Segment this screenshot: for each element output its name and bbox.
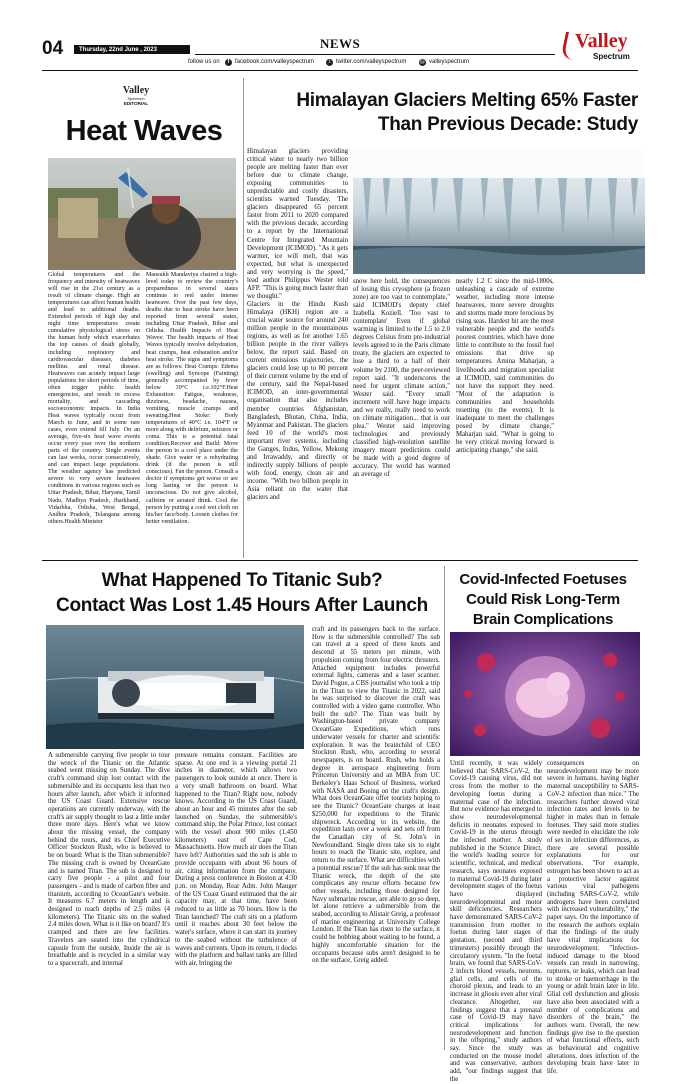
titanic-col3-text: craft and its passengers back to the surface. How is the submersible controlled? The sub can travel at a speed of three knots and descend at 55 meters per minute, with propulsion coming from four electric thrusters. Attached equipment includes powerful external lights, cameras and a laser scanner. David Pogue, a CBS journalist who took a trip in the Titan to view the Titanic in 2022, said he was surprised to discover the craft was controlled with a video game controller. Who built the sub? The Titan was built by Washington-based private company OceanGate Expeditions, which runs underwater vessels for charter and scientific exploration. It was the brainchild of CEO Stockton Rush, who, according to several newspapers, is on board. Rush, who holds a degree in aerospace engineering from Princeton University and an MBA from UC Berkeley's Haas School of Business, worked with NASA and Boeing on the craft's design. What does OceanGate offer tourists hoping to see the Titanic? OceanGate charges at least $250,000 for expeditions to the Titanic shipwreck. According to its website, the expedition lasts over a week and sets off from the Canadian city of St. John's in Newfoundland. Single dives take six to eight hours to reach the Titanic site, explore, and return to the surface. What are difficulties with a potential rescue? If the sub has sunk near the Titanic wreck, the depth of the site complicates any rescue efforts because few other vessels, including those designed for Navy submarine rescue, are able to go so deep, let alone retrieve a submersible from the seabed, according to Alistair Greig, a professor of marine engineering at University College London. If the Titan has risen to the surface, it could be bobbing about waiting to be found, a highly uncomfortable situation for the occupants because subs aren't designed to be on the surface, Greig added. <box>312 626 440 965</box>
date-text: Thursday, 22nd June , 2023 <box>79 46 157 53</box>
covid-photo <box>450 632 640 756</box>
titanic-photo <box>46 625 304 749</box>
email-icon: @ <box>420 59 425 65</box>
editorial-logo-word: Valley <box>122 85 150 96</box>
titanic-headline-2: Contact Was Lost 1.45 Hours After Launch <box>56 595 428 616</box>
covid-col1-text: Until recently, it was widely believed that SARS-CoV-2, the Covid-19 causing virus, did not cross from the mother to the developing foetus during a maternal case of the infection. But now evidence has emerged to show neurodevelopmental deficits in neonates exposed to Covid-19 in the uterus through the infected mother. A study published in the Science Direct, the world's leading source for scientific, technical, and medical research, says neonates exposed to maternal Covid-19 during later development stages of the foetus have displayed neurodevelopmental and motor skill deficiencies. Researchers have demonstrated SARS-CoV-2 transmission from mother to foetus during later stages of gestation, (second and third trimesters) possibly through the circulatory system. "In the foetal brain, we found that SARS-CoV-2 infects blood vessels, neurons, glial cells, and cells of the choroid plexus, and leads to an increase in gliosis even after viral clearance. Altogether, our findings suggest that a prenatal case of Covid-19 may have critical implications for neurodevelopment and function in the offspring," study authors say. Since the study was conducted on the mouse model and was conservative, authors add, "our findings suggest that the <box>450 760 542 1083</box>
covid-col2-text: consequences on neurodevelopment may be more severe in humans, having higher maternal susceptibility to SARS-CoV-2 infection than mice." The researchers further showed viral infection rates and levels to be higher in males than in female foetuses. They said more studies were needed to elucidate the role of sex in infection differences, as there are several possible explanations for our observations. "For example, estrogen has been shown to act as a protective factor against various viral pathogens (including SARS-CoV-2, while androgens have been correlated with increased vulnerability," the paper says. On the importance of the research the authors explain that the findings of the study have vital implications for neurodevelopment. "Infection-induced damage to the blood vessels can result in narrowing, ruptures, or leaks, which can lead to stroke or haemorrhage in the young or adult brain later in life. Glial cell dysfunction and gliosis have also been associated with a number of complications and disorders of the brain," the authors warn. Overall, the new findings give rise to the question of what functional effects, such as behavioural and cognitive alterations, does infection of the developing brain have later in life. <box>547 760 639 1076</box>
twitter-icon: t <box>326 59 333 66</box>
editorial-divider <box>243 78 244 558</box>
titanic-col2 <box>175 752 297 1048</box>
glacier-headline-2: Than Previous Decade: Study <box>377 114 638 135</box>
logo-word: Valley <box>575 30 628 52</box>
facebook-link[interactable]: facebook.com/valleyspectrum <box>235 59 315 65</box>
editorial-logo <box>116 86 156 107</box>
follow-label: follow us on <box>188 59 220 65</box>
header-rule-top <box>195 54 555 55</box>
facebook-icon: f <box>225 59 232 66</box>
covid-headline-2: Could Risk Long-Term <box>466 591 620 608</box>
page-number: 04 <box>42 38 64 59</box>
editorial-label: EDITORIAL <box>123 101 149 106</box>
editorial-col2-text: Mansukh Mandaviya chaired a high-level today to review the country's preparedness in several states continue to reel under intense heatwave. Over the past few days, deaths due to heat stroke have been reported from several states, including Uttar Pradesh, Bihar and Odisha. Health Impacts of Heat Waves: The health impacts of Heat Waves typically involve dehydration, heat cramps, heat exhaustion and/or heat stroke. The signs and symptoms are as follows: Heat Cramps: Edema (swelling) and Syncope (Fainting) generally accompanied by fever below 39°C i.e.102°F.Heat Exhaustion: Fatigue, weakness, dizziness, headache, nausea, vomiting, muscle cramps and sweating.Heat Stoke: Body temperatures of 40°C i.e. 104°F or more along with delirium, seizures or coma. This is a potential fatal condition.Recover and Build: Move the person to a cool place under the shade. Give water or a rehydrating drink (if the person is still conscious). Fan the person. Consult a doctor if symptoms get worse or are long lasting or the person is unconscious. Do not give alcohol, caffeine or aerated drink. Cool the person by putting a cool wet cloth on his/her face/body. Loosen clothes for better ventilation. <box>146 272 238 525</box>
logo-sub: Spectrum <box>593 52 630 61</box>
editorial-col1-text: Global temperatures and the frequency and intensity of heatwaves will rise in the 21st century as a result of climate change. High air temperatures can affect human health and lead to additional deaths. Extended periods of high day and night time temperatures create cumulative physiological stress on the human body which exacerbates the top causes of death globally, including respiratory and cardiovascular diseases, diabetes mellitus and renal disease. Heatwaves can acutely impact large populations for short periods of time, often trigger public health emergencies, and result in excess mortality, and cascading socioeconomic impacts. In India Heat waves typically occur from March to June, and in some rare cases, even extend till July. On an average, five-six heat wave events occur every year over the northern parts of the country. Single events can last weeks, occur consecutively, and can impact large populations. The weather agency has predicted severe to very severe heatwave conditions in various regions such as Uttar Pradesh, Bihar, Haryana, Tamil Nadu, Madhya Pradesh, Jharkhand, Vidarbha, Odisha, West Bengal, Andhra Pradesh, Telangana among others.Health Minister <box>48 272 140 525</box>
glacier-headline-1: Himalayan Glaciers Melting 65% Faster <box>296 90 638 111</box>
editorial-title: Heat Waves <box>65 115 223 147</box>
covid-headline-3: Brain Complications <box>472 611 614 628</box>
titanic-col2-text: pressure remains constant. Facilities are sparse. At one end is a viewing portal 21 inches in diameter, which allows two passengers to look outside at once. There is a very small bathroom on board. What happened to the Titan? Right now, nobody knows. According to the US Coast Guard, about an hour and 45 minutes after the sub launched on Sunday, the submersible's command ship, the Polar Prince, lost contact with the vessel about 900 miles (1,450 kilometers) east of Cape Cod, Massachusetts. How much air does the Titan have left? Authorities said the sub is able to provide occupants with about 96 hours of air, citing information from the company. During a press conference in Boston at 4:30 p.m. on Monday, Rear Adm. John Mauger of the US Coast Guard estimated that the air capacity may, at that time, have been reduced to as little as 70 hours. How is the Titan launched? The craft sits on a platform until it reaches about 30 feet below the water's surface, where it can start its journey to the seabed without the turbulence of waves and currents. Upon its return, it docks with the platform and ballast tanks are filled with air, bringing the <box>175 752 297 967</box>
header-rule-bottom <box>42 70 638 71</box>
glacier-photo <box>353 150 645 274</box>
section-rule <box>42 560 638 561</box>
glacier-col3 <box>456 278 554 554</box>
glacier-col3-text: nearly 1.2 C since the mid-1800s, unleashing a cascade of extreme weather, including more intense heatwaves, more severe droughts and storms made more ferocious by rising seas. Hardest hit are the most vulnerable people and the world's poorest countries, which have done little to contribute to the fossil fuel emissions that drive up temperatures. Amina Maharjan, a livelihoods and migration specialist at ICIMOD, said communities do not have the support they need. "Most of the adaptation is communities and households resetting (to the events). It is inadequate to meet the challenges posed by climate change," Maharjan said. "What is going to be very critical moving forward is anticipating change," she said. <box>456 278 554 454</box>
glacier-col1 <box>247 148 348 554</box>
twitter-link[interactable]: twitter.com/valleyspectrum <box>336 59 407 65</box>
glacier-col1b-text: Glaciers in the Hindu Kush Himalaya (HKH) region are a crucial water source for around 240 million people in the mountainous regions, as well as for another 1.65 billion people in the river valleys below, the report said. Based on current emissions trajectories, the glaciers could lose up to 80 percent of their current volume by the end of the century, said the Nepal-based ICIMOD, an inter-governmental organisation that also includes member countries Afghanistan, Bangladesh, Bhutan, China, India, Myanmar and Pakistan. The glaciers feed 10 of the world's most important river systems, including the Ganges, Indus, Yellow, Mekong and Irrawaddy, and directly or indirectly supply billions of people with food, energy, clean air and income. "With two billion people in Asia reliant on the water that glaciers and <box>247 300 348 502</box>
glacier-col1-text: Himalayan glaciers providing critical water to nearly two billion people are melting faster than ever before due to climate change, exposing communities to unpredictable and costly disasters, scientists warned Tuesday. The glaciers disappeared 65 percent faster from 2011 to 2020 compared with the previous decade, according to a report by the International Centre for Integrated Mountain Development (ICIMOD). "As it gets warmer, ice will melt, that was expected, but what is unexpected and very worrying is the speed," lead author Philippus Wester told AFP. "This is going much faster than we thought." <box>247 148 348 300</box>
covid-headline-1: Covid-Infected Foetuses <box>459 571 627 588</box>
glacier-col2 <box>353 278 450 554</box>
covid-divider <box>444 566 445 1050</box>
email-link[interactable]: valleyspectrum <box>429 59 470 65</box>
covid-col2 <box>547 760 639 1076</box>
covid-col1 <box>450 760 542 1083</box>
masthead-logo <box>563 30 643 66</box>
editorial-logo-sub: Spectrum <box>127 96 145 101</box>
heatwave-photo <box>48 158 236 270</box>
titanic-headline-1: What Happened To Titanic Sub? <box>101 570 383 591</box>
glacier-col2-text: snow here hold, the consequences of losing this cryosphere (a frozen zone) are too vast to contemplate," said ICIMOD's deputy chief Izabella Koziell. 'Too vast to contemplate' Even if global warming is limited to the 1.5 to 2.0 degrees Celsius from pre-industrial levels agreed to in the Paris climate treaty, the glaciers are expected to lose a third to a half of their volume by 2100, the peer-reviewed report said. "It underscores the need for urgent climate action," Wester said. "Every small increment will have huge impacts and we really, really need to work on climate mitigation... that is our plea." Wester said improving technologies and previously classified high-resolution satellite imagery meant predictions could be made with a good degree of accuracy. The world has warmed an average of <box>353 278 450 479</box>
editorial-col2 <box>146 272 238 554</box>
titanic-col1 <box>48 752 170 1048</box>
section-title: NEWS <box>320 36 361 51</box>
titanic-col3 <box>312 626 440 1048</box>
editorial-col1 <box>48 272 140 552</box>
titanic-col1-text: A submersible carrying five people to tour the wreck of the Titanic on the Atlantic seabed went missing on Sunday. The dive craft's command ship lost contact with the submersible and its occupants less than two hours after launch, after which it informed the US Coast Guard. Extensive rescue operations are currently underway, with the craft's air supply thought to last a little under three more days. Here's what we know about the missing vessel, the company behind the tours, and its Chief Executive Officer Stockton Rush, who is believed to be on board: What is the Titan submersible? The missing craft is owned by OceanGate and is named Titan. The sub is designed to carry five people - a pilot and four passengers - and is made of carbon fibre and titanium, according to OceanGate's website. It measures 6.7 meters in length and is designed to reach depths of 2.5 miles (4 kilometers). The Titanic sits on the seabed 2.4 miles down. What is it like on board? It's cramped and there are few facilities. Travelers are seated into the cylindrical capsule from the outside. Inside the air is breathable and is recycled in a similar way to a spacecraft, and internal <box>48 752 170 967</box>
